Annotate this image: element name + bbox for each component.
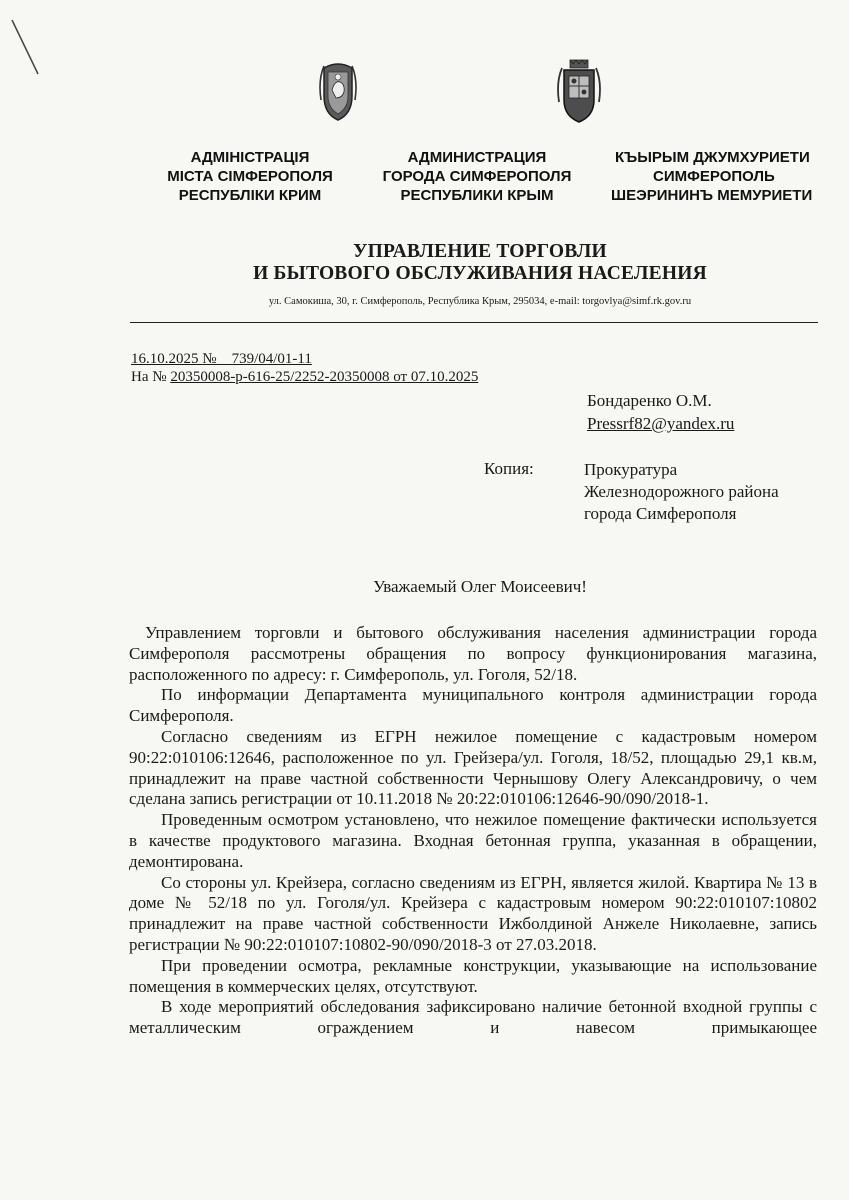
department-title-line2: И БЫТОВОГО ОБСЛУЖИВАНИЯ НАСЕЛЕНИЯ — [253, 263, 707, 284]
paragraph: Проведенным осмотром установлено, что нежилое помещение фактически используется в качестве продуктового магазина. Входная бетонная группа, указанная в обращении, демонтирована. — [129, 810, 817, 871]
recipient-email-link[interactable]: Pressrf82@yandex.ru — [587, 414, 735, 433]
header-ukrainian: АДМІНІСТРАЦІЯ МІСТА СІМФЕРОПОЛЯ РЕСПУБЛІКИ КРИМ — [167, 149, 333, 204]
paragraph: Со стороны ул. Крейзера, согласно сведениям из ЕГРН, является жилой. Квартира № 13 в доме № 52/18 по ул. Гоголя/ул. Крейзера с кадастровым номером 90:22:010107:10802 принадлежит на праве частной собственности Ижболдиной Анжеле Николаевне, запись регистрации № 90:22:010107:10802-90/090/2018-3 от 27.03.2018. — [129, 872, 817, 954]
letter-body — [129, 623, 817, 1039]
paragraph: Согласно сведениям из ЕГРН нежилое помещение с кадастровым номером 90:22:010106:12646, расположенное по ул. Грейзера/ул. Гоголя, 18/52, площадью 29,1 кв.м, принадлежит на праве частной собственности Чернышову Олегу Александровичу, о чем сделана запись регистрации от 10.11.2018 № 20:22:010106:12646-90/090/2018-1. — [129, 726, 817, 809]
copy-label: Копия: — [484, 459, 534, 478]
outgoing-reference — [131, 350, 312, 368]
department-address: ул. Самокиша, 30, г. Симферополь, Республика Крым, 295034, e-mail: torgovlya@simf.rk.gov.ru — [268, 296, 692, 307]
reply-number: 20350008-р-616-25/2252-20350008 от 07.10.2025 — [170, 369, 479, 385]
reply-prefix: На № — [131, 369, 167, 385]
paragraph: В ходе мероприятий обследования зафиксировано наличие бетонной входной группы с металлическим ограждением и навесом примыкающее — [129, 997, 817, 1038]
reference-number: 739/04/01-11 — [231, 351, 312, 367]
crimea-coat-of-arms-icon — [318, 60, 358, 122]
header-divider — [130, 322, 818, 323]
paragraph: Управлением торговли и бытового обслуживания населения администрации города Симферополя рассмотрены обращения по вопросу функционирования магазина, расположенного по адресу: г. Симферополь, ул. Гоголя, 52/18. — [129, 623, 817, 684]
incoming-reference — [131, 368, 478, 386]
reference-no-label: № — [202, 351, 217, 367]
reference-date: 16.10.2025 — [131, 351, 199, 367]
greeting: Уважаемый Олег Моисеевич! — [373, 577, 587, 596]
header-crimean-tatar: КЪЫРЫМ ДЖУМХУРИЕТИ СИМФЕРОПОЛЬ ШЕЭРИНИНЪ МЕМУРИЕТИ — [611, 149, 813, 204]
paragraph: При проведении осмотра, рекламные конструкции, указывающие на использование помещения в коммерческих целях, отсутствуют. — [129, 955, 817, 996]
paragraph: По информации Департамента муниципального контроля администрации города Симферополя. — [129, 685, 817, 726]
department-title-line1: УПРАВЛЕНИЕ ТОРГОВЛИ — [353, 241, 607, 262]
recipient-name: Бондаренко О.М. — [587, 391, 712, 410]
header-russian: АДМИНИСТРАЦИЯ ГОРОДА СИМФЕРОПОЛЯ РЕСПУБЛИКИ КРЫМ — [382, 149, 572, 204]
copy-recipient: Прокуратура Железнодорожного района города Симферополя — [584, 460, 779, 523]
scan-mark — [8, 18, 48, 78]
simferopol-coat-of-arms-icon — [556, 58, 602, 124]
